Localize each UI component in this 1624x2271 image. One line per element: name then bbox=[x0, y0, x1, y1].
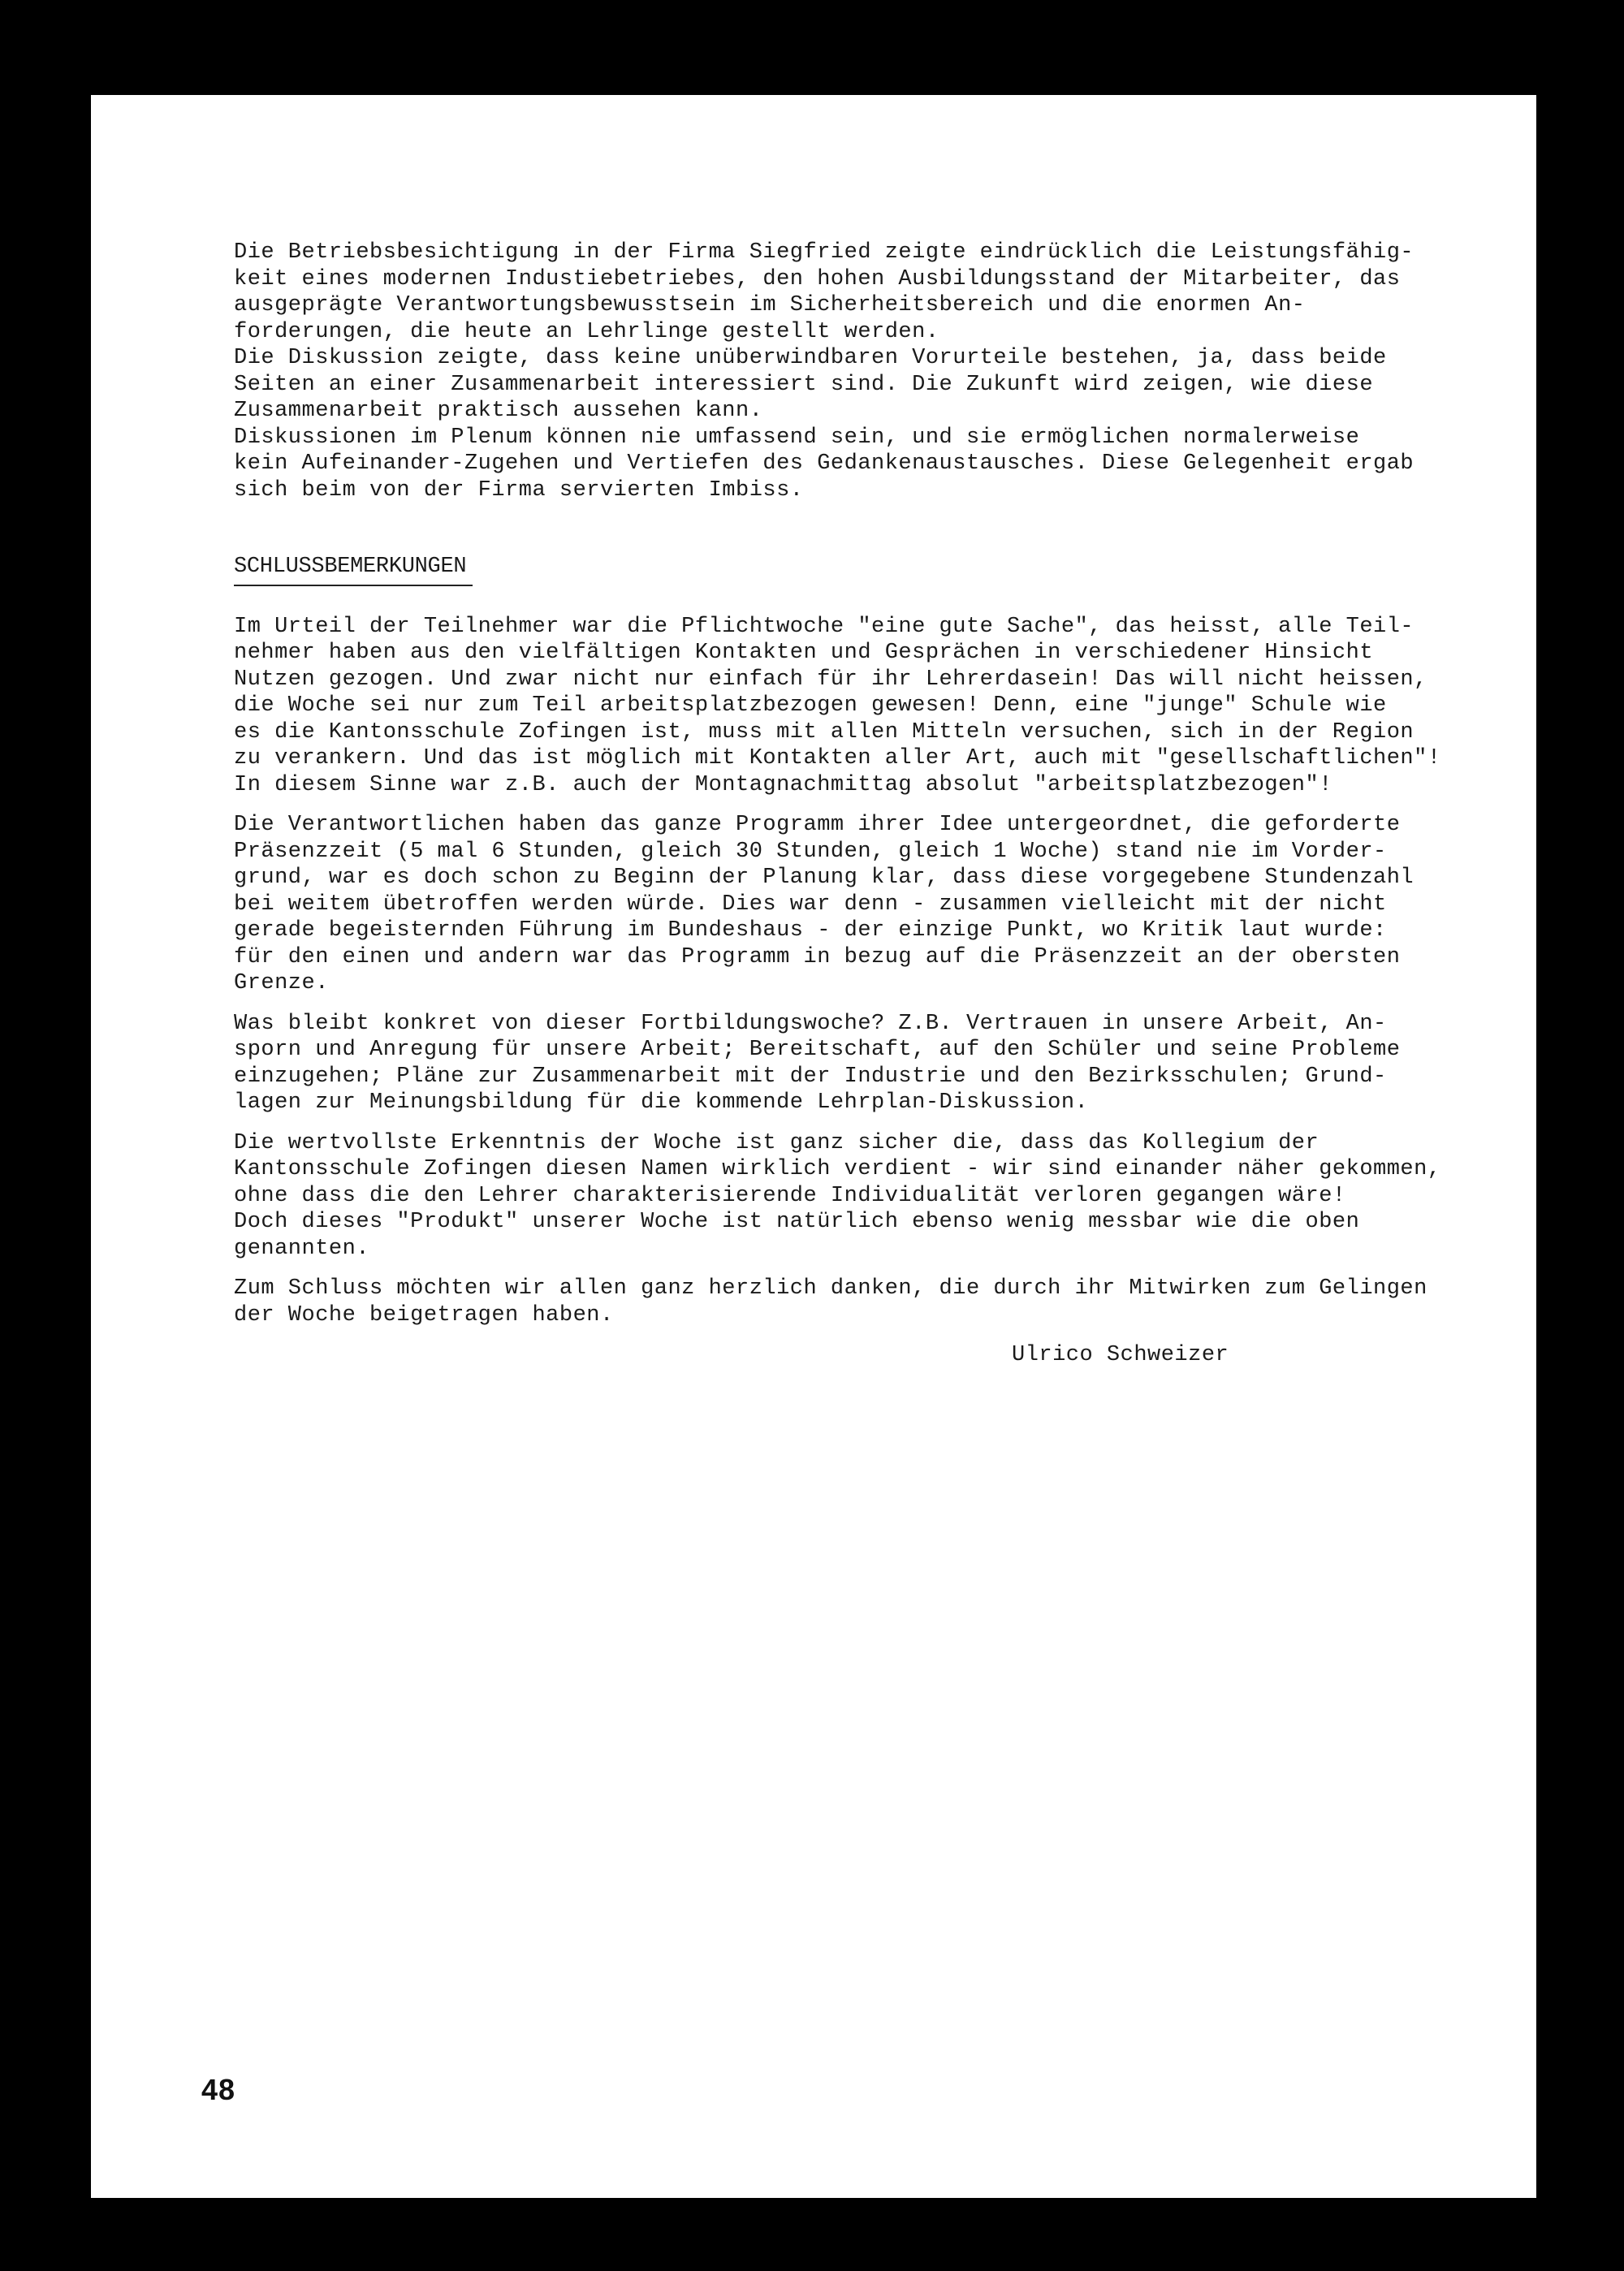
text-line: die Woche sei nur zum Teil arbeitsplatzbezogen gewesen! Denn, eine "junge" Schule wie bbox=[234, 693, 1387, 718]
paragraph-gap bbox=[234, 1262, 1501, 1276]
document-body bbox=[234, 240, 1501, 1369]
paragraph bbox=[234, 812, 1501, 997]
text-line: sporn und Anregung für unsere Arbeit; Bereitschaft, auf den Schüler und seine Probleme bbox=[234, 1038, 1401, 1062]
text-line: Nutzen gezogen. Und zwar nicht nur einfach für ihr Lehrerdasein! Das will nicht heissen, bbox=[234, 667, 1427, 692]
text-line: es die Kantonsschule Zofingen ist, muss mit allen Mitteln versuchen, sich in der Region bbox=[234, 719, 1415, 745]
paragraph-gap bbox=[234, 1116, 1501, 1130]
intro-paragraph bbox=[234, 240, 1501, 503]
text-line: der Woche beigetragen haben. bbox=[234, 1302, 614, 1328]
heading-underline bbox=[234, 585, 473, 586]
text-line: Die Diskussion zeigte, dass keine unüberwindbaren Vorurteile bestehen, ja, dass beide bbox=[234, 346, 1387, 370]
paragraph bbox=[234, 614, 1501, 799]
text-line: ohne dass die den Lehrer charakterisierende Individualität verloren gegangen wäre! bbox=[234, 1183, 1346, 1208]
text-line: zu verankern. Und das ist möglich mit Kontakten aller Art, auch mit "gesellschaftlichen"! bbox=[234, 746, 1441, 771]
section-heading: SCHLUSSBEMERKUNGEN bbox=[234, 555, 467, 579]
text-line: Zum Schluss möchten wir allen ganz herzlich danken, die durch ihr Mitwirken zum Gelingen bbox=[234, 1276, 1427, 1301]
text-line: kein Aufeinander-Zugehen und Vertiefen des Gedankenaustausches. Diese Gelegenheit ergab bbox=[234, 451, 1415, 476]
text-line: Diskussionen im Plenum können nie umfassend sein, und sie ermöglichen normalerweise bbox=[234, 425, 1360, 450]
paragraph bbox=[234, 1011, 1501, 1116]
text-line: Die wertvollste Erkenntnis der Woche ist ganz sicher die, dass das Kollegium der bbox=[234, 1130, 1320, 1155]
text-line: einzugehen; Pläne zur Zusammenarbeit mit der Industrie und den Bezirksschulen; Grund- bbox=[234, 1064, 1387, 1089]
section-heading-block bbox=[234, 554, 1501, 586]
text-line: grund, war es doch schon zu Beginn der Planung klar, dass diese vorgegebene Stundenzahl bbox=[234, 866, 1415, 890]
text-line: keit eines modernen Industiebetriebes, den hohen Ausbildungsstand der Mitarbeiter, das bbox=[234, 266, 1401, 291]
text-line: Zusammenarbeit praktisch aussehen kann. bbox=[234, 399, 763, 423]
text-line: Die Verantwortlichen haben das ganze Programm ihrer Idee untergeordnet, die geforderte bbox=[234, 813, 1401, 837]
text-line: Kantonsschule Zofingen diesen Namen wirklich verdient - wir sind einander näher gekommen, bbox=[234, 1157, 1441, 1181]
signature: Ulrico Schweizer bbox=[1012, 1343, 1229, 1367]
text-line: genannten. bbox=[234, 1236, 370, 1261]
text-line: Präsenzzeit (5 mal 6 Stunden, gleich 30 Stunden, gleich 1 Woche) stand nie im Vorder- bbox=[234, 839, 1387, 864]
page-number: 48 bbox=[201, 2073, 236, 2106]
paragraph bbox=[234, 1130, 1501, 1263]
text-line: In diesem Sinne war z.B. auch der Montagnachmittag absolut "arbeitsplatzbezogen"! bbox=[234, 772, 1332, 797]
paragraph bbox=[234, 1276, 1501, 1328]
text-line: Seiten an einer Zusammenarbeit interessiert sind. Die Zukunft wird zeigen, wie diese bbox=[234, 372, 1374, 397]
text-line: Die Betriebsbesichtigung in der Firma Siegfried zeigte eindrücklich die Leistungsfähig- bbox=[234, 240, 1415, 265]
text-line: lagen zur Meinungsbildung für die kommende Lehrplan-Diskussion. bbox=[234, 1090, 1089, 1115]
text-line: gerade begeisternden Führung im Bundeshaus - der einzige Punkt, wo Kritik laut wurde: bbox=[234, 918, 1387, 943]
text-line: ausgeprägte Verantwortungsbewusstsein im Sicherheitsbereich und die enormen An- bbox=[234, 293, 1306, 317]
text-line: sich beim von der Firma servierten Imbiss. bbox=[234, 477, 804, 503]
document-page bbox=[91, 95, 1536, 2198]
text-line: Doch dieses "Produkt" unserer Woche ist natürlich ebenso wenig messbar wie die oben bbox=[234, 1210, 1360, 1234]
text-line: forderungen, die heute an Lehrlinge gestellt werden. bbox=[234, 319, 939, 344]
text-line: für den einen und andern war das Programm in bezug auf die Präsenzzeit an der obersten bbox=[234, 944, 1401, 969]
paragraph-gap bbox=[234, 997, 1501, 1011]
paragraph-gap bbox=[234, 798, 1501, 812]
text-line: Im Urteil der Teilnehmer war die Pflichtwoche "eine gute Sache", das heisst, alle Teil- bbox=[234, 614, 1415, 639]
text-line: nehmer haben aus den vielfältigen Kontakten und Gesprächen in verschiedener Hinsicht bbox=[234, 641, 1374, 665]
text-line: Was bleibt konkret von dieser Fortbildungswoche? Z.B. Vertrauen in unsere Arbeit, An- bbox=[234, 1011, 1387, 1036]
text-line: bei weitem übetroffen werden würde. Dies war denn - zusammen vielleicht mit der nicht bbox=[234, 892, 1387, 917]
text-line: Grenze. bbox=[234, 971, 329, 995]
